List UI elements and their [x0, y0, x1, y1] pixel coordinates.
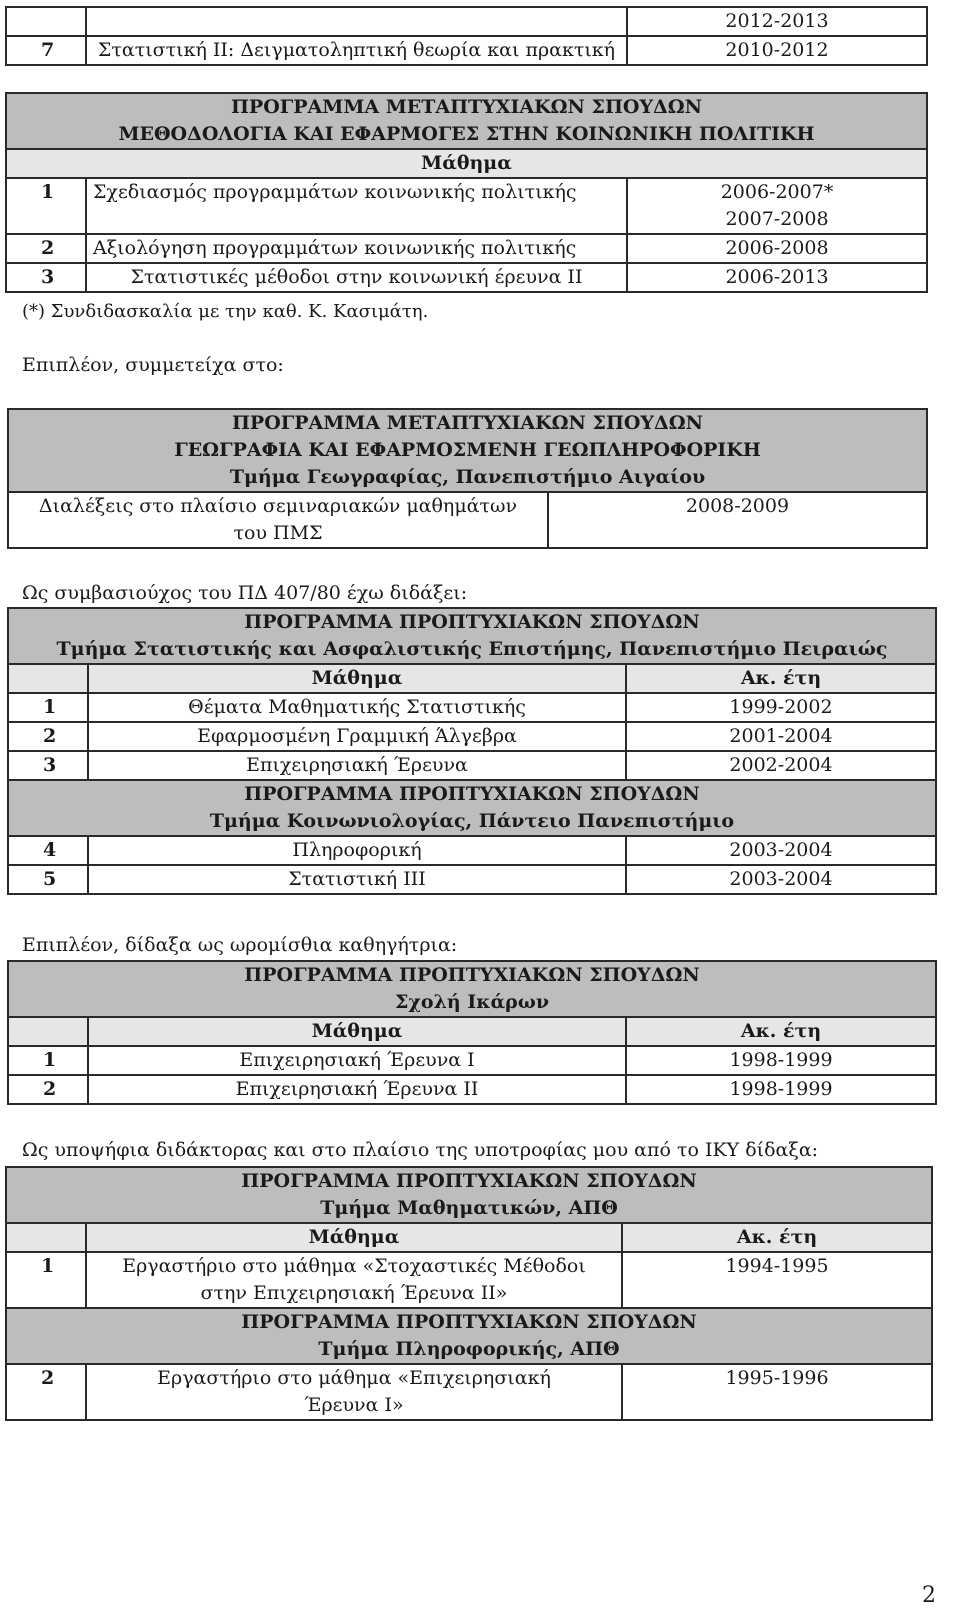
- table-header: ΠΡΟΓΡΑΜΜΑ ΠΡΟΠΤΥΧΙΑΚΩΝ ΣΠΟΥΔΩΝ Τμήμα Μαθηματικών, ΑΠΘ: [6, 1167, 932, 1223]
- year-cell: 2001-2004: [626, 722, 936, 751]
- table-row: [8, 492, 927, 548]
- table-msc-geography: [7, 408, 928, 549]
- course-cell: Εργαστήριο στο μάθημα «Επιχειρησιακή Έρευνα Ι»: [86, 1364, 622, 1420]
- year-cell: 1994-1995: [622, 1252, 932, 1308]
- table-header: ΠΡΟΓΡΑΜΜΑ ΜΕΤΑΠΤΥΧΙΑΚΩΝ ΣΠΟΥΔΩΝ ΜΕΘΟΔΟΛΟΓΙΑ ΚΑΙ ΕΦΑΡΜΟΓΕΣ ΣΤΗΝ ΚΟΙΝΩΝΙΚΗ ΠΟΛΙΤΙΚΗ: [6, 93, 927, 149]
- year-cell: 1998-1999: [626, 1046, 936, 1075]
- table-row: 1 Θέματα Μαθηματικής Στατιστικής 1999-2002: [8, 693, 936, 722]
- course-cell: Επιχειρησιακή Έρευνα: [88, 751, 626, 780]
- table-header: ΠΡΟΓΡΑΜΜΑ ΠΡΟΠΤΥΧΙΑΚΩΝ ΣΠΟΥΔΩΝ Σχολή Ικάρων: [8, 961, 936, 1017]
- year-cell: 2006-2008: [627, 234, 927, 263]
- year-cell: 1995-1996: [622, 1364, 932, 1420]
- year-cell: 2003-2004: [626, 836, 936, 865]
- course-cell: Πληροφορική: [88, 836, 626, 865]
- year-cell: 2006-2013: [627, 263, 927, 292]
- course-cell: Στατιστική ΙΙ: Δειγματοληπτική θεωρία και πρακτική: [86, 36, 627, 65]
- year-cell: 2002-2004: [626, 751, 936, 780]
- year-cell: 2003-2004: [626, 865, 936, 894]
- column-header-course: Μάθημα: [88, 664, 626, 693]
- course-cell: Αξιολόγηση προγραμμάτων κοινωνικής πολιτικής: [86, 234, 627, 263]
- paragraph: Ως συμβασιούχος του ΠΔ 407/80 έχω διδάξει:: [22, 582, 468, 604]
- table-row: 3 Στατιστικές μέθοδοι στην κοινωνική έρευνα ΙΙ 2006-2013: [6, 263, 927, 292]
- year-cell: 1998-1999: [626, 1075, 936, 1104]
- paragraph: Επιπλέον, δίδαξα ως ωρομίσθια καθηγήτρια:: [22, 934, 458, 956]
- table-header: ΠΡΟΓΡΑΜΜΑ ΠΡΟΠΤΥΧΙΑΚΩΝ ΣΠΟΥΔΩΝ Τμήμα Κοινωνιολογίας, Πάντειο Πανεπιστήμιο: [8, 780, 936, 836]
- column-header-course: Μάθημα: [6, 149, 927, 178]
- table-header: ΠΡΟΓΡΑΜΜΑ ΠΡΟΠΤΥΧΙΑΚΩΝ ΣΠΟΥΔΩΝ Τμήμα Πληροφορικής, ΑΠΘ: [6, 1308, 932, 1364]
- table-row: 2 Επιχειρησιακή Έρευνα ΙΙ 1998-1999: [8, 1075, 936, 1104]
- row-number: 7: [6, 36, 86, 65]
- table-row: 3 Επιχειρησιακή Έρευνα 2002-2004: [8, 751, 936, 780]
- column-header-course: Μάθημα: [88, 1017, 626, 1046]
- table-row: 2 Εφαρμοσμένη Γραμμική Άλγεβρα 2001-2004: [8, 722, 936, 751]
- year-cell: 2012-2013: [627, 7, 927, 36]
- table-header: ΠΡΟΓΡΑΜΜΑ ΜΕΤΑΠΤΥΧΙΑΚΩΝ ΣΠΟΥΔΩΝ ΓΕΩΓΡΑΦΙΑ ΚΑΙ ΕΦΑΡΜΟΣΜΕΝΗ ΓΕΩΠΛΗΡΟΦΟΡΙΚΗ Τμήμα Γεωγραφίας, Πανεπιστήμιο Αιγαίου: [8, 409, 927, 492]
- column-header-years: Ακ. έτη: [626, 1017, 936, 1046]
- table-row: 1 Εργαστήριο στο μάθημα «Στοχαστικές Μέθοδοι στην Επιχειρησιακή Έρευνα ΙΙ» 1994-1995: [6, 1252, 932, 1308]
- table-row: 2 Εργαστήριο στο μάθημα «Επιχειρησιακή Έρευνα Ι» 1995-1996: [6, 1364, 932, 1420]
- table-row: 1 Επιχειρησιακή Έρευνα Ι 1998-1999: [8, 1046, 936, 1075]
- table-auth: [5, 1166, 933, 1421]
- table-row: 1 Σχεδιασμός προγραμμάτων κοινωνικής πολιτικής 2006-2007* 2007-2008: [6, 178, 927, 234]
- table-continuation: [5, 6, 928, 66]
- course-cell: Εφαρμοσμένη Γραμμική Άλγεβρα: [88, 722, 626, 751]
- table-row: 5 Στατιστική ΙΙΙ 2003-2004: [8, 865, 936, 894]
- year-cell: 1999-2002: [626, 693, 936, 722]
- course-cell: Στατιστικές μέθοδοι στην κοινωνική έρευνα ΙΙ: [86, 263, 627, 292]
- year-cell: 2010-2012: [627, 36, 927, 65]
- table-msc-social-policy: [5, 92, 928, 293]
- column-header-course: Μάθημα: [86, 1223, 622, 1252]
- paragraph: Επιπλέον, συμμετείχα στο:: [22, 354, 284, 376]
- course-cell: Στατιστική ΙΙΙ: [88, 865, 626, 894]
- course-cell: Διαλέξεις στο πλαίσιο σεμιναριακών μαθημάτων του ΠΜΣ: [8, 492, 548, 548]
- course-cell: Σχεδιασμός προγραμμάτων κοινωνικής πολιτικής: [86, 178, 627, 234]
- page-number: 2: [922, 1583, 936, 1608]
- course-cell: Εργαστήριο στο μάθημα «Στοχαστικές Μέθοδοι στην Επιχειρησιακή Έρευνα ΙΙ»: [86, 1252, 622, 1308]
- table-ikaron: [7, 960, 937, 1105]
- table-undergrad-piraeus: [7, 607, 937, 895]
- course-cell: Επιχειρησιακή Έρευνα ΙΙ: [88, 1075, 626, 1104]
- year-cell: 2006-2007* 2007-2008: [627, 178, 927, 234]
- course-cell: Επιχειρησιακή Έρευνα Ι: [88, 1046, 626, 1075]
- footnote: (*) Συνδιδασκαλία με την καθ. Κ. Κασιμάτη.: [22, 301, 429, 322]
- table-row: 2 Αξιολόγηση προγραμμάτων κοινωνικής πολιτικής 2006-2008: [6, 234, 927, 263]
- table-header: ΠΡΟΓΡΑΜΜΑ ΠΡΟΠΤΥΧΙΑΚΩΝ ΣΠΟΥΔΩΝ Τμήμα Στατιστικής και Ασφαλιστικής Επιστήμης, Πανεπιστήμιο Πειραιώς: [8, 608, 936, 664]
- paragraph: Ως υποψήφια διδάκτορας και στο πλαίσιο της υποτροφίας μου από το ΙΚΥ δίδαξα:: [22, 1139, 819, 1161]
- table-row: 4 Πληροφορική 2003-2004: [8, 836, 936, 865]
- table-row: [6, 36, 927, 65]
- year-cell: 2008-2009: [548, 492, 927, 548]
- column-header-years: Ακ. έτη: [626, 664, 936, 693]
- column-header-years: Ακ. έτη: [622, 1223, 932, 1252]
- course-cell: Θέματα Μαθηματικής Στατιστικής: [88, 693, 626, 722]
